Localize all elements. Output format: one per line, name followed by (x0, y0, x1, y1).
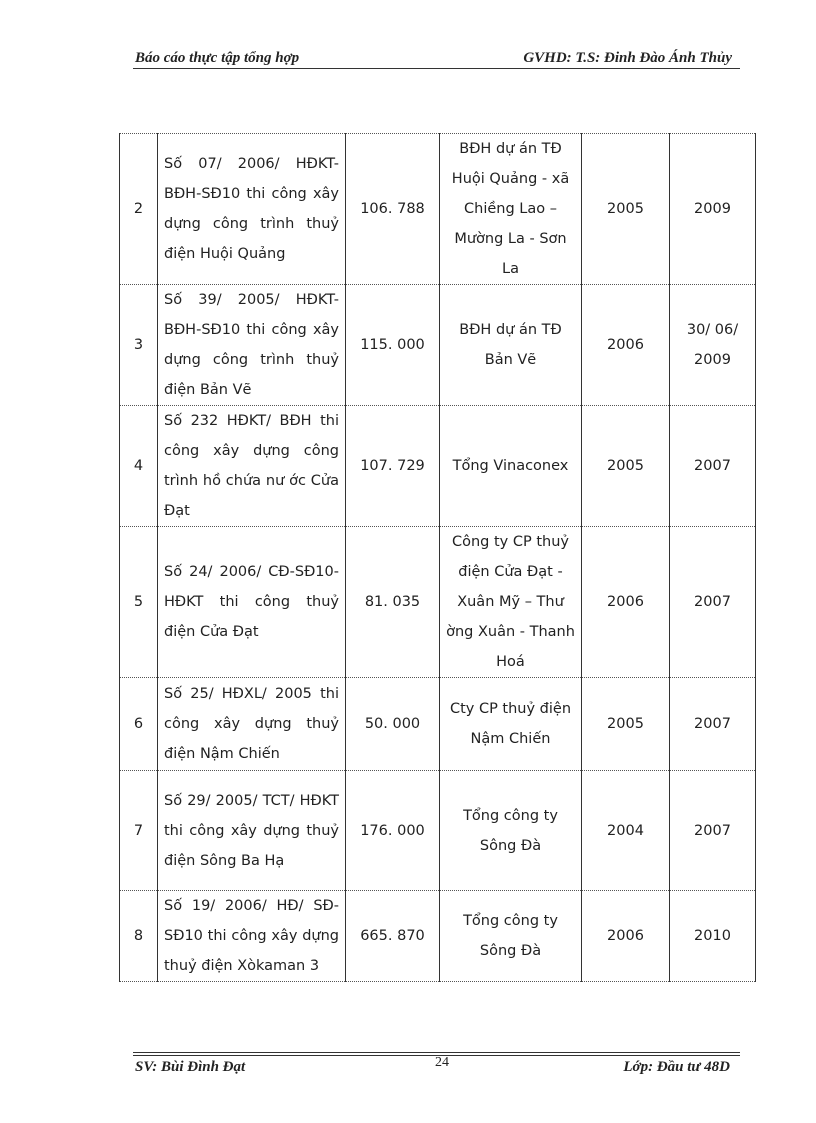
contract-value: 176. 000 (346, 771, 440, 891)
table-row (120, 527, 756, 678)
start-year: 2006 (582, 891, 670, 982)
end-year: 2009 (670, 134, 756, 285)
table-row (120, 891, 756, 982)
footer-student: SV: Bùi Đình Đạt (135, 1059, 246, 1075)
footer-class: Lớp: Đầu tư 48D (623, 1059, 730, 1075)
contract-value: 107. 729 (346, 406, 440, 527)
end-year: 30/ 06/ 2009 (670, 285, 756, 406)
contract-name: Số 07/ 2006/ HĐKT-BĐH-SĐ10 thi công xây dựng công trình thuỷ điện Huội Quảng (158, 134, 346, 285)
contract-owner: Cty CP thuỷ điện Nậm Chiến (440, 678, 582, 771)
start-year: 2005 (582, 406, 670, 527)
end-year: 2007 (670, 678, 756, 771)
table-row (120, 285, 756, 406)
contract-name: Số 232 HĐKT/ BĐH thi công xây dựng công trình hồ chứa nư ớc Cửa Đạt (158, 406, 346, 527)
row-number: 6 (120, 678, 158, 771)
contract-name: Số 29/ 2005/ TCT/ HĐKT thi công xây dựng thuỷ điện Sông Ba Hạ (158, 771, 346, 891)
row-number: 8 (120, 891, 158, 982)
contract-owner: BĐH dự án TĐ Huội Quảng - xã Chiềng Lao – Mường La - Sơn La (440, 134, 582, 285)
contract-name: Số 39/ 2005/ HĐKT-BĐH-SĐ10 thi công xây dựng công trình thuỷ điện Bản Vẽ (158, 285, 346, 406)
table-row (120, 771, 756, 891)
contract-name: Số 25/ HĐXL/ 2005 thi công xây dựng thuỷ điện Nậm Chiến (158, 678, 346, 771)
contract-owner: Tổng công ty Sông Đà (440, 771, 582, 891)
row-number: 2 (120, 134, 158, 285)
contract-name: Số 19/ 2006/ HĐ/ SĐ-SĐ10 thi công xây dựng thuỷ điện Xòkaman 3 (158, 891, 346, 982)
contract-value: 665. 870 (346, 891, 440, 982)
start-year: 2005 (582, 134, 670, 285)
start-year: 2004 (582, 771, 670, 891)
start-year: 2006 (582, 285, 670, 406)
row-number: 3 (120, 285, 158, 406)
contract-owner: BĐH dự án TĐ Bản Vẽ (440, 285, 582, 406)
end-year: 2007 (670, 406, 756, 527)
footer-rule (133, 1052, 740, 1053)
start-year: 2005 (582, 678, 670, 771)
end-year: 2007 (670, 771, 756, 891)
row-number: 7 (120, 771, 158, 891)
end-year: 2010 (670, 891, 756, 982)
row-number: 4 (120, 406, 158, 527)
contract-name: Số 24/ 2006/ CĐ-SĐ10-HĐKT thi công thuỷ điện Cửa Đạt (158, 527, 346, 678)
contract-owner: Công ty CP thuỷ điện Cửa Đạt - Xuân Mỹ – Thư ờng Xuân - Thanh Hoá (440, 527, 582, 678)
contract-value: 50. 000 (346, 678, 440, 771)
contract-value: 81. 035 (346, 527, 440, 678)
page-header (133, 48, 740, 68)
contract-value: 106. 788 (346, 134, 440, 285)
header-report-title: Báo cáo thực tập tổng hợp (135, 50, 300, 66)
table-row (120, 406, 756, 527)
header-rule (133, 68, 740, 69)
contract-owner: Tổng Vinaconex (440, 406, 582, 527)
end-year: 2007 (670, 527, 756, 678)
contract-value: 115. 000 (346, 285, 440, 406)
row-number: 5 (120, 527, 158, 678)
table-row (120, 134, 756, 285)
page-footer (133, 1057, 740, 1079)
contract-owner: Tổng công ty Sông Đà (440, 891, 582, 982)
contracts-table (119, 133, 756, 982)
page-number: 24 (435, 1055, 449, 1070)
start-year: 2006 (582, 527, 670, 678)
table-row (120, 678, 756, 771)
header-advisor: GVHD: T.S: Đinh Đào Ánh Thủy (523, 50, 732, 66)
